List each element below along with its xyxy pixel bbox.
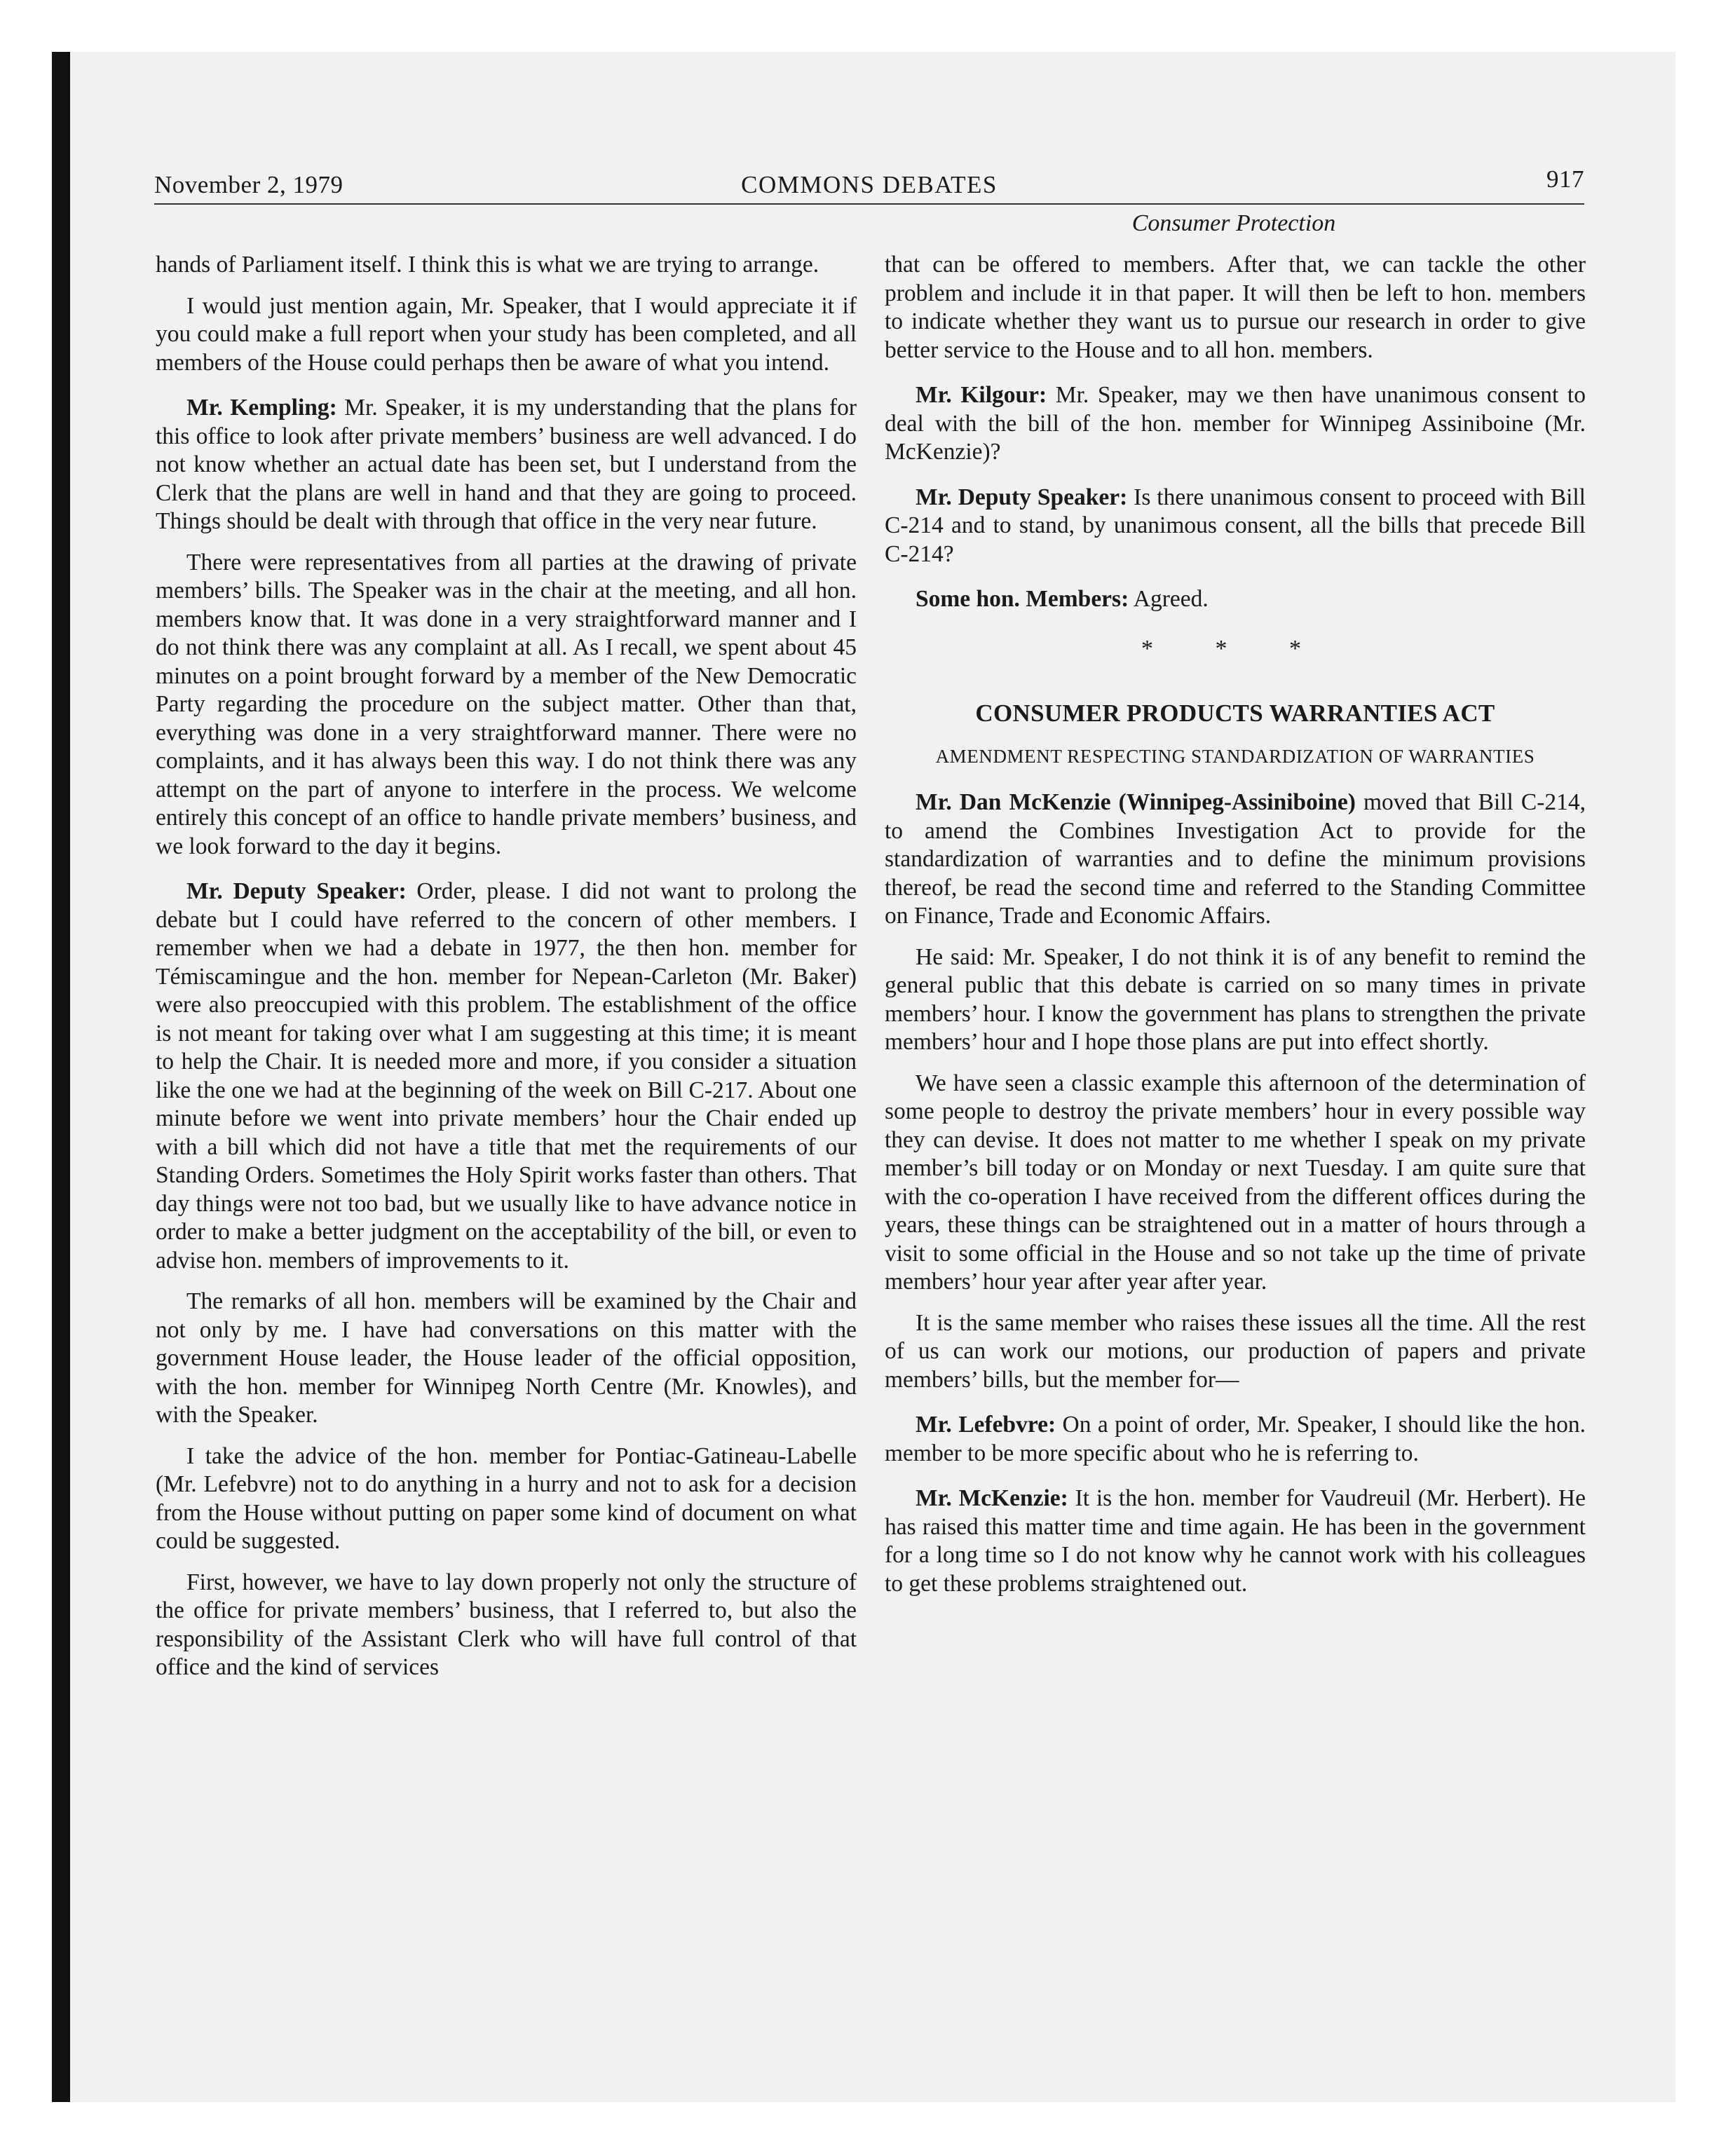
paragraph: that can be offered to members. After that, we can tackle the other problem and include it in that paper. It will then be left to hon. members to indicate whether they want us to pursue our research in order to give better service to the House and to all hon. members. [885,252,1586,363]
section-label: Consumer Protection [1131,210,1336,236]
act-heading: CONSUMER PRODUCTS WARRANTIES ACT [975,700,1495,727]
paragraph: First, however, we have to lay down properly not only the structure of the office for private members’ business, that I referred to, but also the responsibility of the Assistant Clerk who will have full control of that office and the kind of services [156,1569,857,1680]
speech-paragraph [885,484,1586,569]
header-title: COMMONS DEBATES [741,171,998,198]
speech-paragraph [885,585,1586,614]
right-column [885,251,1586,1611]
paragraph: I would just mention again, Mr. Speaker, that I would appreciate it if you could make a full report when your study has been completed, and all members of the House could perhaps then be aware of what you intend. [156,292,857,376]
speech-text: On a point of order, Mr. Speaker, I should like the hon. member to be more specific about who he is referring to. [885,1412,1586,1466]
paragraph: It is the same member who raises these issues all the time. All the rest of us can work our motions, our production of papers and private members’ bills, but the member for— [885,1309,1586,1393]
section-divider-stars: * * * [1141,635,1329,662]
page-header [154,163,1584,203]
speech-text: Agreed. [1129,586,1209,612]
speech-paragraph [156,878,857,1275]
header-rule [154,203,1584,205]
amendment-heading: AMENDMENT RESPECTING STANDARDIZATION OF WARRANTIES [935,745,1535,767]
speech-paragraph [885,1411,1586,1468]
speech-text: It is the hon. member for Vaudreuil (Mr. Herbert). He has raised this matter time and time again. He has been in the government for a long time so I do not know why he cannot work with his colleagues to get these problems straightened out. [885,1485,1586,1597]
left-column [156,251,857,1695]
speaker-name: Mr. Kilgour: [916,382,1047,408]
speech-paragraph [885,789,1586,931]
paragraph: He said: Mr. Speaker, I do not think it is of any benefit to remind the general public that this debate is carried on so many times in private members’ hour. I know the government has plans to strengthen the private members’ hour and I hope those plans are put into effect shortly. [885,943,1586,1055]
paragraph: We have seen a classic example this afternoon of the determination of some people to destroy the private members’ hour in every possible way they can devise. It does not matter to me whether I speak on my private member’s bill today or on Monday or next Tuesday. I am quite sure that with the co-operation I have received from the different offices during the years, these things can be straightened out in a matter of hours through a visit to some official in the House and so not take up the time of private members’ hour year after year after year. [885,1070,1586,1295]
speech-text: moved that Bill C-214, to amend the Combines Investigation Act to provide for the standardization of warranties and to define the minimum provisions thereof, be read the second time and referred to the Standing Committee on Finance, Trade and Economic Affairs. [885,789,1586,929]
speech-text: Mr. Speaker, may we then have unanimous consent to deal with the bill of the hon. member for Winnipeg Assiniboine (Mr. McKenzie)? [885,382,1586,465]
scan-edge-bar [52,52,70,2102]
speech-paragraph [885,381,1586,467]
speaker-name: Some hon. Members: [916,586,1129,612]
speech-text: Order, please. I did not want to prolong the debate but I could have referred to the concern of other members. I remember when we had a debate in 1977, the then hon. member for Témiscamingue and the hon. member for Nepean-Carleton (Mr. Baker) were also preoccupied with this problem. The establishment of the office is not meant for taking over what I am suggesting at this time; it is meant to help the Chair. It is needed more and more, if you consider a situation like the one we had at the beginning of the week on Bill C-217. About one minute before we went into private members’ hour the Chair ended up with a bill which did not have a title that met the requirements of our Standing Orders. Sometimes the Holy Spirit works faster than others. That day things were not too bad, but we usually like to have advance notice in order to make a better judgment on the acceptability of the bill, or even to advise hon. members of improvements to it. [156,878,857,1274]
paragraph: There were representatives from all parties at the drawing of private members’ bills. The Speaker was in the chair at the meeting, and all hon. members know that. It was done in a very straightforward manner and I do not think there was any complaint at all. As I recall, we spent about 45 minutes on a point brought forward by a member of the New Democratic Party regarding the procedure on the subject matter. Other than that, everything was done in a very straightforward manner. There were no complaints, and it has always been this way. I do not think there was any attempt on the part of anyone to interfere in the process. We welcome entirely this concept of an office to handle private members’ business, and we look forward to the day it begins. [156,549,857,859]
speech-text: Mr. Speaker, it is my understanding that the plans for this office to look after private members’ business are well advanced. I do not know whether an actual date has been set, but I understand from the Clerk that the plans are well in hand and that they are going to proceed. Things should be dealt with through that office in the very near future. [156,395,857,534]
speaker-name: Mr. Dan McKenzie (Winnipeg-Assiniboine) [916,789,1356,815]
speaker-name: Mr. Deputy Speaker: [916,484,1128,510]
speaker-name: Mr. Deputy Speaker: [186,878,407,904]
paragraph: I take the advice of the hon. member for Pontiac-Gatineau-Labelle (Mr. Lefebvre) not to do anything in a hurry and not to ask for a decision from the House without putting on paper some kind of document on what could be suggested. [156,1442,857,1554]
speech-paragraph [885,1485,1586,1598]
paragraph: The remarks of all hon. members will be examined by the Chair and not only by me. I have had conversations on this matter with the government House leader, the House leader of the official opposition, with the hon. member for Winnipeg North Centre (Mr. Knowles), and with the Speaker. [156,1288,857,1428]
speaker-name: Mr. Kempling: [186,395,337,421]
page-number: 917 [1546,165,1584,193]
paragraph: hands of Parliament itself. I think this is what we are trying to arrange. [156,252,819,278]
speech-text: Is there unanimous consent to proceed with Bill C-214 and to stand, by unanimous consent, all the bills that precede Bill C-214? [885,484,1586,567]
speaker-name: Mr. Lefebvre: [916,1412,1056,1438]
speech-paragraph [156,394,857,536]
header-date: November 2, 1979 [154,171,343,198]
speaker-name: Mr. McKenzie: [916,1485,1068,1511]
